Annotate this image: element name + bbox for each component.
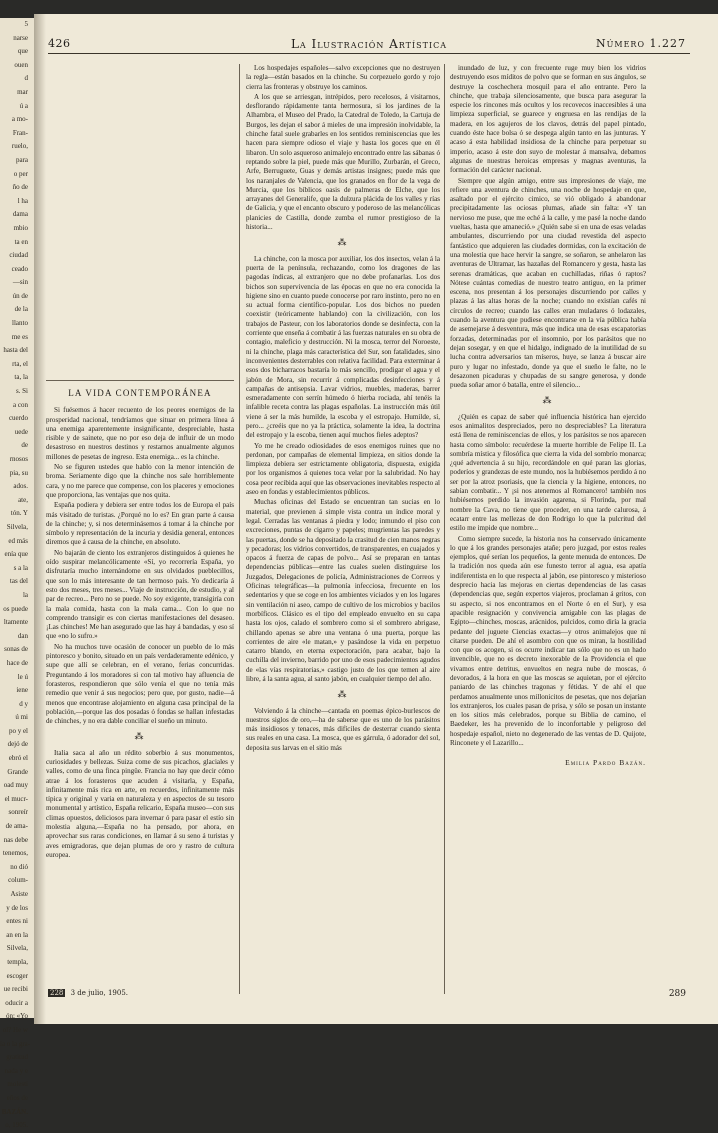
previous-page-fragment: oducir a — [5, 998, 28, 1007]
paragraph: Los hospedajes españoles—salvo excepciones que no destruyen la regla—están basados en la chinche. Su corpezuelo gordo y rojo cierra las fronteras y obstruye los caminos. — [246, 64, 440, 91]
folio-number: 289 — [668, 989, 686, 999]
previous-page-fragment: tenemos, — [2, 849, 28, 858]
paragraph: La chinche, con la mosca por auxiliar, los dos insectos, velan á la puerta de la península, rechazando, como los dragones de las pagodas índicas, al extranjero que no debe profanarlas. Los dos bichos son supervivencia de las épocas en que no era conocida la higiene sino en cuanto puede conocerse por raro instinto, pero no en su actual forma científico-popular. Los dos bichos no pueden coexistir (teóricamente hablando) con la civilización, con los trabajos de Pasteur, con los laboratorios donde se desinfecta, con la corriente que enseña á combatir á las fuerzas naturales en su obra de contagio, maleficio y destrucción. Ni la mosca, terror del Noroeste, ni la chinche, plaga más característica del Sur, son fatalidades, sino inconvenientes desterrables con relativa facilidad. Para exterminar á esos dos bicharracos bastaría lo más sencillo, prodigar el agua y el jabón de Mora, sin recurrir á complicadas desinfecciones y á campañas de antisepsia. Lavar vidrios, muebles, maderas, barrer esmeradamente con serrín húmedo ó hierba rociada, ahí tenéis la infalible receta contra las plagas españolas. La instrucción más útil viene á ser la más humilde, la escoba y el estropajo. Humilde, sí, pero... ¿creéis que no ya la práctica, solamente la idea, la doctrina del estropajo y la escoba, tienen aquí muchos fieles adeptos? — [246, 254, 440, 440]
previous-page-fragment: sonreír — [8, 808, 28, 817]
paragraph: No ha muchos tuve ocasión de conocer un pueblo de lo más pintoresco y bonito, situado en un país verdaderamente edénico, y supe que allí se celebran, en el verano, ferias concurridas. Preguntando á los moradores si con tal motivo hay afluencia de forasteros, respondieron que sólo venía el que no tenía más remedio que venir á sus negocios; pero que, por gusto, nadie—á menos que encontrase alojamiento en alguna casa principal de la población,—porque las dos posadas ó fondas se hallan infestadas de chinches, y no era dable conciliar el sueño un minuto. — [46, 642, 234, 726]
previous-page-fragment: d y — [19, 699, 28, 708]
previous-page-fragment: s a la — [13, 563, 28, 572]
previous-page-fragment: hasta del — [3, 346, 28, 355]
column-2 — [246, 64, 440, 754]
previous-page-fragment: ta en — [14, 237, 28, 246]
paragraph: Muchas oficinas del Estado se encuentran tan sucias en lo material, que previenen á simple vista contra un índice moral y legal. Cerradas las ventanas á piedra y lodo; inmundo el piso con excreciones, puntas de cigarro y papeles; mugrientas las paredes y las puertas, donde se ha depositado la crasitud de cien manos negras y pecadoras; los vidrios convertidos, de transparentes, en cuajados y opacos á fuerza de capas de polvo... Así se preparan en tantas dependencias públicas—entre las cuales suelen distinguirse los Juzgados, Delegaciones de policía, Administraciones de Correos y Oficinas telegráficas—la pulmonía infecciosa, frecuente en los sedentarios y que se coge en los ambientes viciados y en los lugares sin ventilación ni aseo, campo de cultivo de los microbios y bacilos morbíficos. Clásico es el tipo del empleado envuelto en su capa hasta los ojos, calado el sombrero como si el sombrero abrigase, chillando apenas se abre una ventana ó una puerta, porque las corrientes de aire «le matan,» y pasándose la vida en perpetuo catarro blando, en eterna expectoración, para acabar, bajo la cuchilla del invierno, barrido por uno de esos padecimientos agudos de «las vías respiratorias,» castigo justo de los que temen al aire libre, á la santa agua, al santo jabón, en cualquier tiempo del año. — [246, 498, 440, 683]
previous-page-fragment: rnosos — [9, 455, 28, 463]
publication-title: La Ilustración Artística — [290, 37, 448, 51]
previous-page-fragment: ún de — [12, 291, 28, 300]
previous-page-fragment: uede — [14, 427, 28, 436]
previous-page-fragment: ruelo, — [11, 142, 28, 151]
previous-page-fragment: iene — [16, 686, 28, 695]
section-divider — [46, 380, 234, 381]
page-number: 426 — [48, 37, 71, 50]
previous-page-fragment: gratitud — [6, 1053, 28, 1062]
previous-page-fragment: dama — [12, 210, 28, 219]
paragraph: Siempre que algún amigo, entre sus impresiones de viaje, me refiere una aventura de chinches, una noche de hospedaje en que, asaltado por el ejército cimico, se vió obligado á abandonar precipitadamente las ociosas plumas, añade sin falta: «Y tan nervioso me puse, que me eché á la calle, y me pasé la noche dando vueltas, hasta que amaneció.» ¿Quién sabe si en una de esas veladas ambulantes, discurriendo por una ciudad revestida del aspecto fantástico que adquieren las ciudades dormidas, con la excitación de una molestia que hace hervir la sangre, se soñaron, se anhelaron las aventuras de Ultramar, las hazañas del Romancero y gesta, hasta las serenas dramáticas, que acaban en cuchilladas, riñas ó raptos? Nótese cuántas comedias de nuestro teatro antiguo, en la primer escena, nos presentan á los personajes discurriendo por calles y plazas á las altas horas de la noche; cuando no existían cafés ni círculos de recreo; cuando las calles eran muladares ó lodazales, cuando la aventura que pudiese encontrarse en la vía pública había de asemejarse á desventura, más que indica una de esas escapatorias forzadas, determinadas por el insomnio, por los parásitos que no dejan sosegar, y en que el hidalgo, indignado de la inutilidad de su lucha contra adversarios tan míseros, huye, se lanza á buscar aire puro y lugar no infestado, donde ya que el sueño le falte, no le desazonen picaduras y chupadas de su sangre generosa, y donde pueda soñar amor ó batalla, entre el silencio... — [450, 176, 646, 390]
previous-page-fragment: mar — [17, 87, 28, 96]
ornament-separator: ⁂ — [134, 731, 146, 742]
previous-page-fragment: tón. Y — [10, 509, 28, 518]
previous-page-fragment: le ú — [17, 672, 28, 681]
column-rule-2 — [444, 64, 445, 994]
footer-date: 3 de julio, 1905. — [70, 989, 128, 997]
illustration-space — [46, 64, 234, 380]
column-3 — [450, 64, 646, 768]
section-title: LA VIDA CONTEMPORÁNEA — [68, 388, 212, 398]
previous-page-fragment: la — [22, 590, 28, 599]
previous-page-fragment: ate, — [18, 495, 28, 504]
previous-page-fragment: el mucr- — [4, 794, 28, 803]
ornament-separator: ⁂ — [337, 237, 349, 248]
paragraph: Como siempre sucede, la historia nos ha conservado únicamente lo que á los grandes personajes atañe; pero juzgad, por estos reales ejemplos, qué serían los pequeños, la gente menuda de entonces. De la tradición nos queda aún ese funesto terror al agua, esa apatía indiferentista en lo que respecta al jabón, ese pintoresco y misterioso desprecio hacia las mejoras en ciertas dependencias de las casas (dependencias que, según expertos viajeros, proclaman á gritos, con su aspecto, si nos encontramos en el Norte ó en el Sur), y esa apacible resignación y convivencia amigable con las plagas de Egipto—chinches, moscas, arácnidos, pulcidos, como diría la gracia pedante del juguete Ciencias exactas—y otros animalejos que ni citarse pueden. De ahí el asombro con que os miran, la hostilidad con que os acogen, si os ocurre indicar tan sólo que no es un hado invencible, que no es decreto inexorable de la Providencia el que vivamos entre detritus, envueltos en negra nube de moscas, ó devorados, á la hora en que las moscas se aquietan, por el ejército paniardo de las chinches tragonas y fétidas. Y de ahí el que perdamos anualmente unos millonicitos de pesetas, que nos dejarían los extranjeros, los cuales pasan de prisa, y sólo se posan un instante en los sitios más celebrados, porque su Biblia de camino, el Baedeker, les ha prevenido de lo inconfortable y peligroso del hospedaje español, nieto no degenerado de las ventas de D. Quijote, Rinconete y el Lazarillo... — [450, 534, 646, 748]
previous-page-fragment: no dió — [10, 862, 28, 871]
previous-page-fragment: de — [21, 441, 28, 450]
previous-page-fragment: ia o la gra- — [0, 1039, 31, 1048]
previous-page-fragment: y de los — [6, 903, 28, 912]
previous-page-fragment: templa, — [7, 957, 28, 966]
previous-page-fragment: o, 1905. — [5, 1121, 28, 1130]
previous-page-fragment: an en la — [6, 930, 28, 939]
previous-page-fragment: colum- — [8, 876, 28, 885]
previous-page-fragment: de ama- — [5, 822, 28, 831]
previous-page-fragment: s. Si — [15, 387, 28, 396]
previous-page-fragment: escoger — [6, 971, 28, 980]
previous-page-fragment: o per — [13, 169, 28, 178]
previous-page-fragment: narse — [13, 33, 28, 42]
previous-page-fragment: dejó de — [7, 740, 28, 749]
previous-page-fragment: pia, su — [9, 468, 28, 477]
previous-page-fragment: dan — [17, 631, 28, 640]
previous-page-fragment: Silvela, — [6, 944, 28, 953]
previous-page-fragment: a mo- — [11, 115, 28, 124]
previous-page-fragment: ta, la — [14, 373, 28, 382]
page-footer — [48, 989, 690, 1003]
page-header — [48, 37, 690, 54]
previous-page-fragment: ados. — [13, 482, 28, 491]
previous-page-fragment: po y el — [8, 726, 28, 735]
paragraph: España podiera y debiera ser entre todos los de Europa el país más visitado de turistas. ¿Porqué no lo es? En gran parte á causa de la chinche; y, si nos determinásemos á tomar á la chinche por símbolo y representación de la incuria y desidia general, entonces diremos que á causa de la chinche, en absoluto. — [46, 501, 234, 547]
column-rule-1 — [239, 64, 240, 994]
ornament-separator: ⁂ — [337, 689, 349, 700]
previous-page-fragment: oad muy — [3, 781, 28, 790]
previous-page-fragment: ño de — [12, 183, 28, 192]
previous-page-fragment: que — [17, 47, 28, 56]
previous-page-fragment: molesti — [7, 1080, 28, 1089]
previous-page-text — [0, 18, 31, 1133]
magazine-page — [34, 14, 718, 1024]
previous-page-fragment: ú mi — [15, 713, 28, 722]
paragraph: inundado de luz, y con frecuente ruge muy bien los vidrios destruyendo esos míditos de polvo que se forman en sus ángulos, se destruye la coschechera mosquil para el año entrante. Pero la chinche, que trabaja silenciosamente, que busca para asegurar la especie los rincones más ocultos y los recovecos inaccesibles á una limpieza superficial, se guarece y engruesa en las rendijas de la madera, en los agujeros de los clavos, detrás del papel pintado, cuando éste hace bolsa ó se despega algún tanto en las junturas. Y acaso á esta habilidad insidiosa de la chinche para perpetuar su imperio, acaso á este don suyo de molestar á mansalva, debamos algunas de nuestras heroicas empresas y magnas aventuras, la formación del carácter nacional. — [450, 64, 646, 175]
paragraph: Italia saca al año un rédito soberbio á sus monumentos, curiosidades y bellezas. Suiza come de sus picachos, glaciales y valles, como de una finca pingüe. Francia no hay que decir cómo atrae á los forasteros que acuden á visitarla, y España, infinitamente más rica en arte, en recuerdos, infinitamente más típica y original y varia en naturaleza y en aspectos de su tesoro monumental y artístico, España relicario, España museo—con sus climas opuestos, deliciosos para invernar ó para pasar el estío sin molestia alguna,—España no ha pensado, por ahora, en aprovechar sus raras condiciones, en llamar á su seno á turistas y aves emigradoras, que dejan plumas de oro y rastro de cultura europea. — [46, 748, 234, 859]
previous-page-fragment: ue recibi — [3, 985, 28, 994]
previous-page-fragment: ed más — [8, 536, 28, 545]
previous-page-fragment: mbio — [13, 223, 28, 232]
previous-page-fragment: BAZÁN. — [1, 1107, 28, 1116]
previous-page-edge — [0, 18, 34, 1130]
previous-page-fragment: llanto — [12, 319, 28, 328]
previous-page-fragment: ol? He w — [2, 1025, 28, 1034]
column-1 — [46, 64, 234, 861]
previous-page-fragment: Fran- — [12, 128, 28, 137]
previous-page-fragment: ouen — [14, 60, 28, 69]
previous-page-fragment: os puede — [3, 604, 28, 613]
paragraph: A los que se arriesgan, intrépidos, pero recelosos, á visitarnos, desflorando rápidamente tanta hermosura, si los jardines de la Alhambra, el Museo del Prado, la Catedral de Toledo, la Cartuja de Burgos, les dejan el sabor á mieles de una impresión inolvidable, la chinche fatal suele grabarles en los sentidos reminiscencias que les hacen para siempre odioso el viaje y hasta los goces que en él libaron. Un solo asqueroso animalejo encontrado entre las sábanas ó reptando sobre la piel, puede más que Murillo, Zurbarán, el Greco, Arfe, Berruguete, Guas y demás artistas insignes; puede más que los naranjales de Valencia, que los granados en flor de la vega de Murcia, que los bíblicos oasis de palmeras de Elche, que los arrayanes del Generalife, que la dulzura plácida de los valles y rías de Galicia, y que el encanto obscuro y poderoso de las melancólicas planicies de Castilla, donde zumba el rumor prestigioso de la historia... — [246, 92, 440, 232]
paragraph: ¿Quién es capaz de saber qué influencia histórica han ejercido esos animalitos despreciados, pero no despreciables? La literatura está llena de reminiscencias de ellos, y los parásitos se nos aparecen hasta como símbolo: recuérdese la muerte horrible de Felipe II. La sombría mística y filosófica que cierra la vida del sombrío monarca; ¿qué advertencia á su hijo, recordándole en qué paran las glorias, poderíos y grandezas de este mundo, nos la hubiésemos perdido á no ser por la atroz psoriasis, que la ciencia y la higiene, entonces, no sabían combatir... Y ¡si nos atenemos al Romancero! también nos hubiésemos perdido la invasión agarena, si Florinda, por mal nombre la Cava, no tiene que proceder, en una tarde calurosa, á ecatarr entre las mellezas de don Rodrigo lo que la pulcritud del estilo me impide que nombre... — [450, 412, 646, 533]
previous-page-fragment: ebró el — [8, 754, 28, 763]
previous-page-fragment: de la — [14, 305, 28, 314]
gutter-shadow — [34, 14, 46, 1024]
previous-page-fragment: Grande — [7, 767, 28, 776]
paragraph: No bajarán de ciento los extranjeros distinguidos á quienes he oído suspirar melancólicamente «Sí, yo recorrería España, yo disfrutaría mucho internándome en sus olvidados pueblecillos, que son lo más interesante de tan hermoso país. Yo dedicaría á esto dos meses, tres meses... Viaje de instrucción, de estudio, y al par de recreo... Pero no se puede. No soy exigente, transigiría con la mala comida, hasta con la mala cama... Con lo que no comprendo transigir es con ciertas manifestaciones del desaseo. ¡Las chinches! Me han asegurado que las hay á bandadas, y eso sí que «no lo sufro.» — [46, 548, 234, 641]
author-signature: Emilia Pardo Bazán. — [565, 758, 646, 768]
previous-page-fragment: —sin — [12, 278, 28, 287]
issue-number: Número 1.227 — [596, 37, 686, 50]
previous-page-fragment: ltamente — [3, 618, 28, 627]
previous-page-fragment: tas del — [9, 577, 28, 586]
previous-page-fragment: sonas de — [4, 645, 28, 654]
previous-page-fragment: Silvela, — [6, 522, 28, 531]
previous-page-fragment: nas debe — [3, 835, 28, 844]
previous-page-fragment: ón: «Yo — [5, 1012, 28, 1021]
paragraph: Yo me he creado odiosidades de esos enemigos ruines que no perdonan, por campañas de elemental limpieza, en sitios donde la limpieza debiera ser estrictamente obligatoria, dispuesta, exigida por los organismos á quienes toca velar por la salubridad. No hay cosa peor recibida aquí que las observaciones inevitables respecto al aseo en fondas y establecimientos públicos. — [246, 441, 441, 497]
paragraph: Volviendo á la chinche—cantada en poemas épico-burlescos de nuestros siglos de oro,—ha de saberse que es uno de los parásitos más insidiosos y tenaces, más difíciles de desterrar cuando sienta sus reales en una casa. La mosca, que es gárrula, ó adorador del sol, deposita sus larvas en el sitio más — [246, 706, 440, 752]
previous-page-fragment: a con — [13, 400, 28, 409]
previous-page-fragment: me es — [11, 332, 28, 341]
previous-page-fragment: nada y e — [4, 1066, 28, 1075]
ornament-separator: ⁂ — [542, 395, 554, 406]
previous-page-fragment: rta, el — [12, 359, 28, 368]
paragraph: Si fuésemos á hacer recuento de los peores enemigos de la prosperidad nacional, tendríamos que situar en primera línea á una enemiga aparentemente insignificante, despreciable, hasta risible y de sainete, que no por eso deja de influir de un modo desastroso en nuestros destinos y restarnos anualmente algunos millones de pesetas de ingreso. Esta enemiga... es la chinche. — [46, 406, 234, 461]
previous-page-fragment: entes ni — [6, 917, 28, 926]
previous-page-fragment: hace de — [6, 658, 28, 667]
previous-page-fragment: ciudad — [9, 251, 28, 260]
paragraph: No se figuren ustedes que hablo con la menor intención de broma. Seriamente digo que la chinche nos sale horriblemente cara, y no me parece que compense, con los placeres y emociones que proporciona, las ventajas que nos quita. — [46, 463, 234, 499]
previous-page-fragment: d — [24, 74, 28, 83]
previous-page-fragment: 5 — [24, 20, 28, 28]
previous-page-fragment: eños de — [6, 1093, 28, 1102]
previous-page-fragment: para — [15, 155, 28, 164]
archive-badge: 228 — [50, 989, 64, 997]
previous-page-fragment: Asiste — [10, 890, 28, 898]
previous-page-fragment: ú a — [19, 101, 28, 110]
previous-page-fragment: ceado — [11, 264, 28, 273]
previous-page-fragment: enía que — [4, 550, 28, 559]
previous-page-fragment: cuerdo — [8, 414, 28, 423]
previous-page-fragment: l ha — [17, 196, 28, 205]
